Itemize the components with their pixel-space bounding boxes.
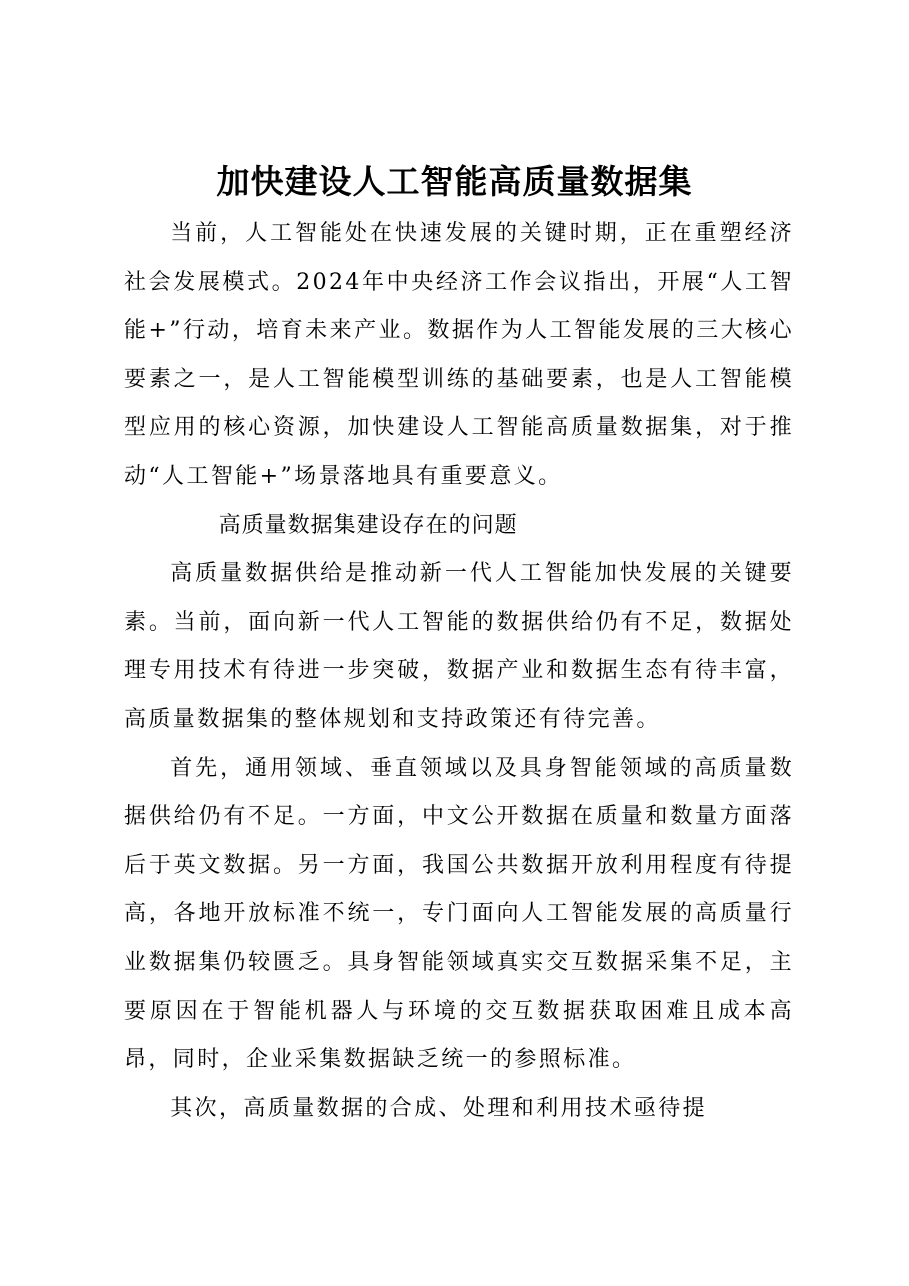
section-heading: 高质量数据集建设存在的问题 — [218, 512, 518, 538]
section-paragraph-3: 其次，高质量数据的合成、处理和利用技术亟待提 — [170, 1095, 707, 1121]
section-paragraph-1: 高质量数据供给是推动新一代人工智能加快发展的关键要素。当前，面向新一代人工智能的数据供给仍有不足，数据处理专用技术有待进一步突破，数据产业和数据生态有待丰富，高质量数据集的整体规划和支持政策还有待完善。 — [124, 561, 794, 732]
section-paragraph-2: 首先，通用领域、垂直领域以及具身智能领域的高质量数据供给仍有不足。一方面，中文公开数据在质量和数量方面落后于英文数据。另一方面，我国公共数据开放利用程度有待提高，各地开放标准不统一，专门面向人工智能发展的高质量行业数据集仍较匮乏。具身智能领域真实交互数据采集不足，主要原因在于智能机器人与环境的交互数据获取困难且成本高昂，同时，企业采集数据缺乏统一的参照标准。 — [124, 755, 794, 1073]
intro-paragraph: 当前，人工智能处在快速发展的关键时期，正在重塑经济社会发展模式。2024年中央经济工作会议指出，开展“人工智能+”行动，培育未来产业。数据作为人工智能发展的三大核心要素之一，是人工智能模型训练的基础要素，也是人工智能模型应用的核心资源，加快建设人工智能高质量数据集，对于推动“人工智能+”场景落地具有重要意义。 — [124, 221, 794, 489]
document-title: 加快建设人工智能高质量数据集 — [216, 162, 693, 201]
document-body — [124, 210, 794, 1133]
